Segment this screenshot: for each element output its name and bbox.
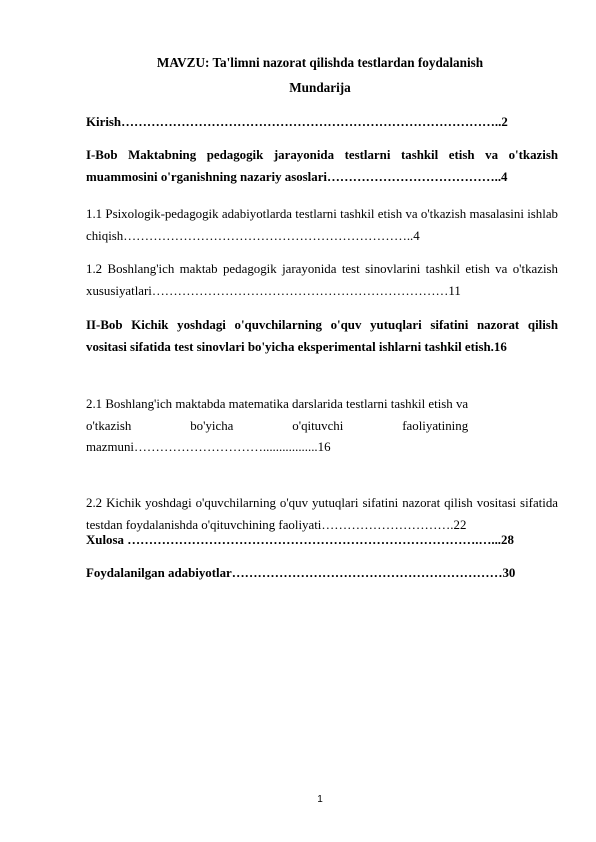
toc-entry-section-1-1: 1.1 Psixologik-pedagogik adabiyotlarda testlarni tashkil etish va o'tkazish masalasini ishlab chiqish…………………………………………………………..4 [86,207,558,243]
toc-entry-section-2-1 [86,394,468,459]
toc-entry-foydalanilgan-adabiyotlar: Foydalanilgan adabiyotlar………………………………………………………30 [86,566,516,580]
toc-entry-section-1-2: 1.2 Boshlang'ich maktab pedagogik jarayonida test sinovlarini tashkil etish va o'tkazish xususiyatlari……………………………………………………………11 [86,262,558,298]
toc-entry-section-2-1-line-1: 2.1 Boshlang'ich maktabda matematika darslarida testlarni tashkil etish va [86,397,469,411]
document-title: MAVZU: Ta'limni nazorat qilishda testlardan foydalanish [156,55,484,70]
toc-entry-section-2-1-line-2: o'tkazish bo'yicha o'qituvchi faoliyatining [86,418,469,433]
toc-entry-section-2-2: 2.2 Kichik yoshdagi o'quvchilarning o'quv yutuqlari sifatini nazorat qilish vositasi sifatida testdan foydalanishda o'qituvchining faoliyati………………………….22 [86,496,558,532]
toc-entry-chapter-1: I-Bob Maktabning pedagogik jarayonida testlarni tashkil etish va o'tkazish muammosini o'rganishning nazariy asoslari…………………………………..4 [86,148,558,184]
toc-entry-kirish: Kirish……………………………………………………………………………..2 [86,115,508,129]
toc-entry-section-2-1-line-3: mazmuni………………………….................16 [86,440,331,454]
page-number: 1 [317,794,323,805]
toc-entry-chapter-2: II-Bob Kichik yoshdagi o'quvchilarning o'quv yutuqlari sifatini nazorat qilish vositasi sifatida test sinovlari bo'yicha eksperimental ishlarni tashkil etish.16 [86,318,558,354]
toc-heading: Mundarija [289,80,351,95]
toc-entry-xulosa: Xulosa ……………………………………………………………………….…...28 [86,533,514,547]
